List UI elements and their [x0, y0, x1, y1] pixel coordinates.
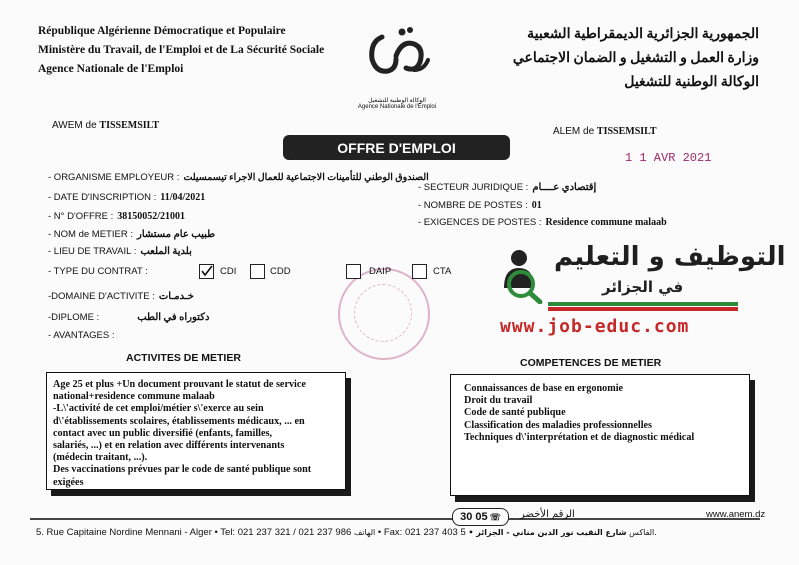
diplome-label: -DIPLOME :: [48, 312, 100, 323]
field-postes: [418, 195, 542, 213]
footer-rule: [30, 518, 760, 520]
footer-address-fr: [36, 527, 657, 538]
address-ar-number: 5.: [460, 527, 657, 538]
field-organisme: [48, 167, 429, 185]
field-diplome: [48, 307, 209, 325]
phone-label-ar: الهاتف: [353, 528, 376, 537]
cta-checkbox[interactable]: [412, 264, 427, 279]
watermark-green-bar: [548, 302, 738, 306]
cdd-checkbox[interactable]: [250, 264, 265, 279]
field-exigences: [418, 212, 667, 230]
competences-box: [450, 374, 750, 496]
activites-box: [46, 372, 346, 490]
domaine-label: -DOMAINE D'ACTIVITE :: [48, 291, 155, 302]
header-ministry-fr: Ministère du Travail, de l'Emploi et de La Sécurité Sociale: [38, 44, 325, 56]
green-number-label: الرقم الأخضر: [520, 509, 575, 520]
exigences-label: - EXIGENCES DE POSTES :: [418, 217, 542, 228]
header-agency-ar: الوكالة الوطنية للتشغيل: [624, 75, 759, 90]
domaine-value: خـدمـات: [158, 291, 194, 302]
fax-fr: • Fax: 021 237 403: [377, 527, 458, 538]
avantages-label: - AVANTAGES :: [48, 330, 115, 341]
postes-value: 01: [531, 200, 542, 211]
person-magnifier-icon: [498, 248, 544, 304]
daip-checkbox[interactable]: [346, 264, 361, 279]
fax-label-ar: الفاكس: [629, 528, 655, 537]
alem-value: TISSEMSILT: [596, 126, 657, 137]
address-fr: 5. Rue Capitaine Nordine Mennani - Alger • Tel: 021 237 321 / 021 237 986: [36, 527, 352, 538]
cdd-label: CDD: [270, 266, 291, 277]
daip-label: DAIP: [369, 266, 392, 277]
offre-emploi-title: OFFRE D'EMPLOI: [283, 135, 510, 160]
secteur-value: إقتصادي عــــام: [532, 182, 597, 193]
activites-line: (médecin traitant, ...).: [53, 452, 148, 464]
lieu-label: - LIEU DE TRAVAIL :: [48, 246, 137, 257]
metier-value: طبيب عام مستشار: [136, 229, 216, 240]
green-number: 30 05: [460, 511, 488, 523]
activites-heading: ACTIVITES DE METIER: [126, 352, 241, 364]
stamp-inner-ring: [354, 284, 412, 342]
job-educ-watermark: [492, 240, 786, 340]
activites-line: salariés, ...) et en relation avec différents intervenants: [53, 440, 285, 452]
activites-line: d\'établissements scolaires, établissements médicaux, ... en: [53, 415, 305, 427]
competences-line: Droit du travail: [464, 395, 533, 407]
postes-label: - NOMBRE DE POSTES :: [418, 200, 528, 211]
field-metier: [48, 224, 215, 242]
cdi-label: CDI: [220, 266, 237, 277]
awem-row: [52, 120, 159, 131]
activites-line: national+residence commune malaab: [53, 391, 215, 403]
exigences-value: Residence commune malaab: [545, 217, 667, 228]
date-inscription-label: - DATE D'INSCRIPTION :: [48, 192, 157, 203]
diplome-value: دكتوراه في الطب: [137, 312, 210, 323]
logo-arabic-caption: الوكالة الوطنية للتشغيل: [368, 98, 426, 104]
cta-label: CTA: [433, 266, 452, 277]
lieu-value: بلدية الملعب: [140, 246, 192, 257]
competences-heading: COMPETENCES DE METIER: [520, 357, 662, 369]
watermark-title: التوظيف و التعليم: [554, 242, 786, 272]
competences-line: Connaissances de base en ergonomie: [464, 383, 624, 394]
header-republic-fr: République Algérienne Démocratique et Populaire: [38, 25, 286, 37]
field-domaine: [48, 286, 194, 304]
metier-label: - NOM de METIER :: [48, 229, 133, 240]
phone-icon: ☏: [489, 511, 501, 522]
date-stamp: 1 1 AVR 2021: [625, 151, 712, 165]
watermark-url[interactable]: www.job-educ.com: [500, 316, 690, 337]
competences-line: Code de santé publique: [464, 407, 566, 419]
activites-line: contact avec un public diversifié (enfants, familles,: [53, 427, 273, 439]
field-secteur: [418, 177, 596, 195]
official-stamp: [338, 268, 430, 360]
competences-line: Classification des maladies professionnelles: [464, 419, 653, 431]
header-agency-fr: Agence Nationale de l'Emploi: [38, 63, 184, 75]
watermark-subtitle: في الجزائر: [602, 278, 684, 296]
address-ar: شارع النقيب نور الدين مناني - الجزائر •: [468, 528, 627, 537]
competences-line: Techniques d\'interprétation et de diagnostic médical: [464, 431, 695, 443]
field-date-inscription: [48, 187, 205, 205]
activites-line: Age 25 et plus +Un document prouvant le statut de service: [53, 379, 306, 390]
green-number-badge: [452, 508, 509, 526]
alem-row: [553, 126, 657, 137]
header-ministry-ar: وزارة العمل و التشغيل و الضمان الاجتماعي: [512, 51, 759, 66]
date-inscription-value: 11/04/2021: [160, 192, 206, 203]
activites-line: -L\'activité de cet emploi/métier s\'exerce au sein: [53, 403, 264, 415]
anem-logo-mark: [352, 22, 442, 92]
watermark-red-bar: [548, 307, 738, 311]
logo-french-caption: Agence Nationale de l'Emploi: [357, 104, 437, 110]
activites-line: exigées: [53, 476, 84, 488]
no-offre-value: 38150052/21001: [117, 211, 186, 222]
cdi-checkbox[interactable]: [199, 264, 214, 279]
type-contrat-label: - TYPE DU CONTRAT :: [48, 266, 148, 277]
check-mark-icon: [200, 265, 213, 278]
awem-value: TISSEMSILT: [99, 120, 160, 131]
field-no-offre: [48, 206, 185, 224]
header-republic-ar: الجمهورية الجزائرية الديمقراطية الشعبية: [527, 27, 759, 42]
anem-logo: [352, 22, 442, 110]
activites-line: Des vaccinations prévues par le code de santé publique sont: [53, 464, 312, 476]
anem-website[interactable]: www.anem.dz: [706, 509, 766, 520]
secteur-label: - SECTEUR JURIDIQUE :: [418, 182, 529, 193]
alem-label: ALEM de: [553, 126, 595, 137]
field-lieu: [48, 241, 192, 259]
organisme-value: الصندوق الوطني للتأمينات الاجتماعية للعمال الاجراء تيسمسيلت: [183, 173, 429, 183]
organisme-label: - ORGANISME EMPLOYEUR :: [48, 172, 180, 183]
awem-label: AWEM de: [52, 120, 97, 131]
no-offre-label: - N° D'OFFRE :: [48, 211, 114, 222]
